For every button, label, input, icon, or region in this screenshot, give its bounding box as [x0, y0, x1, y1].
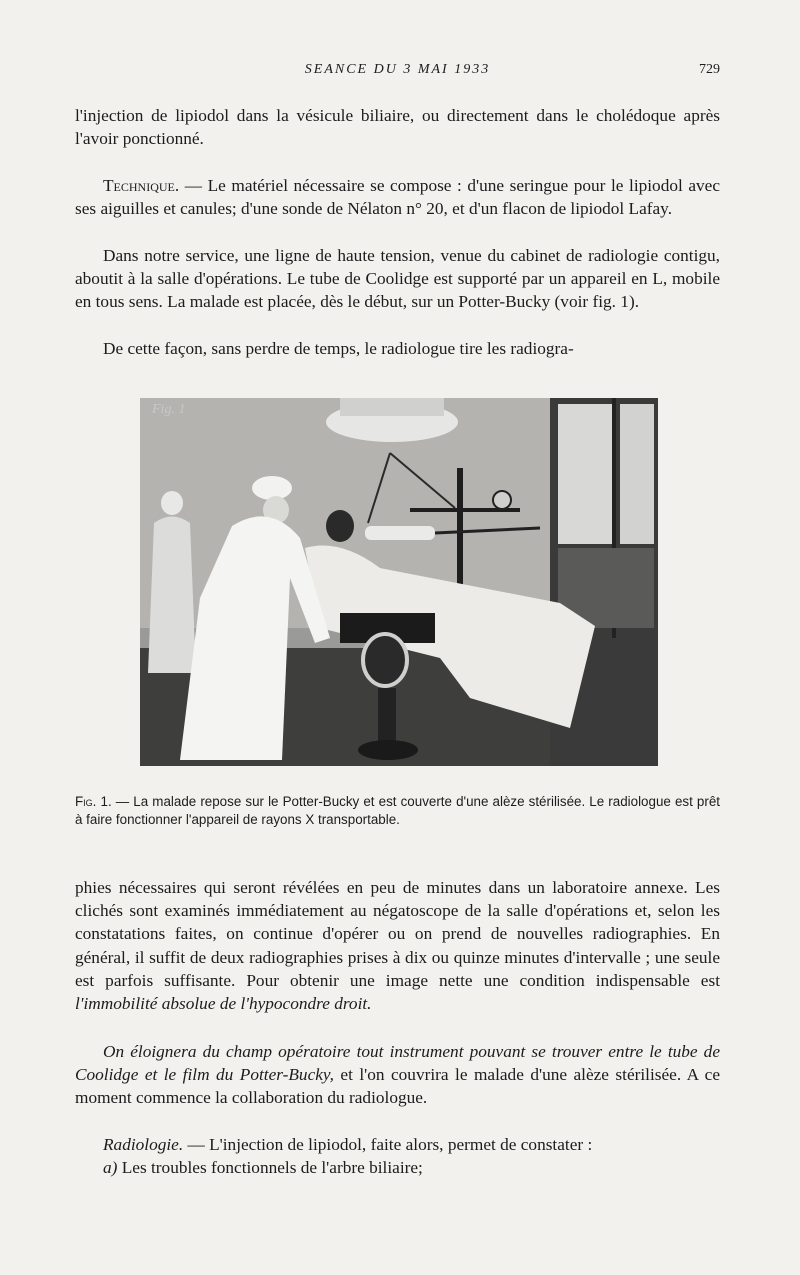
figure-caption — [75, 793, 720, 829]
paragraph-4-text: De cette façon, sans perdre de temps, le radiologue tire les radiogra- — [103, 339, 574, 358]
paragraph-3-text: Dans notre service, une ligne de haute tension, venue du cabinet de radiologie contigu, aboutit à la salle d'opérations. Le tube de Coolidge est supporté par un appareil en L, mobile en tous sens. La malade est placée, dès le début, sur un Potter-Bucky (voir fig. 1). — [75, 246, 720, 312]
list-marker-a: a) — [103, 1158, 118, 1177]
page-number: 729 — [699, 62, 720, 77]
paragraph-6-text: et l'on couvrira le malade d'une alèze stérilisée. A ce moment commence la collaboration du radiologue. — [75, 1065, 721, 1108]
handwritten-note: Fig. 1 — [152, 402, 186, 417]
figure-photograph — [140, 398, 658, 766]
paragraph-3 — [75, 244, 720, 314]
paragraph-6 — [75, 1040, 720, 1110]
paragraph-5-text: phies nécessaires qui seront révélées en peu de minutes dans un laboratoire annexe. Les clichés sont examinés immédiatement au négatoscope de la salle d'opérations et, selon les constatations faites, on continue d'opérer ou on prend de nouvelles radiographies. En général, il suffit de deux radiographies prises à dix ou quinze minutes d'intervalle ; une seule est parfois suffisante. Pour obtenir une image nette une condition indispensable est — [75, 878, 720, 990]
paragraph-list-a — [75, 1156, 720, 1179]
technique-label: Technique. — [103, 176, 180, 195]
paragraph-radiologie — [75, 1133, 720, 1156]
technique-text: — Le matériel nécessaire se compose : d'une seringue pour le lipiodol avec ses aiguilles et canules; d'une sonde de Nélaton n° 20, et d'un flacon de lipiodol Lafay. — [75, 176, 720, 219]
header-title: SEANCE DU 3 MAI 1933 — [304, 62, 491, 77]
paragraph-5 — [75, 876, 720, 1015]
radiologie-text: — L'injection de lipiodol, faite alors, permet de constater : — [183, 1135, 593, 1154]
operating-room-photo — [140, 398, 658, 766]
paragraph-technique — [75, 174, 720, 220]
running-header — [75, 62, 720, 84]
paragraph-6-italic: On éloignera du champ opératoire tout instrument pouvant se trouver entre le tube de Coolidge et le film du Potter-Bucky, — [75, 1042, 720, 1085]
radiologie-label: Radiologie. — [103, 1135, 184, 1154]
paragraph-4 — [75, 337, 720, 360]
paragraph-5-italic: l'immobilité absolue de l'hypocondre droit. — [75, 994, 372, 1014]
paragraph-1 — [75, 104, 720, 150]
list-item-a-text: Les troubles fonctionnels de l'arbre biliaire; — [117, 1158, 423, 1177]
caption-text: — La malade repose sur le Potter-Bucky et est couverte d'une alèze stérilisée. Le radiologue est prêt à faire fonctionner l'appareil de rayons X transportable. — [75, 794, 720, 827]
caption-label: Fig. 1. — [75, 794, 112, 809]
paragraph-1-text: l'injection de lipiodol dans la vésicule biliaire, ou directement dans le cholédoque après l'avoir ponctionné. — [75, 106, 720, 149]
